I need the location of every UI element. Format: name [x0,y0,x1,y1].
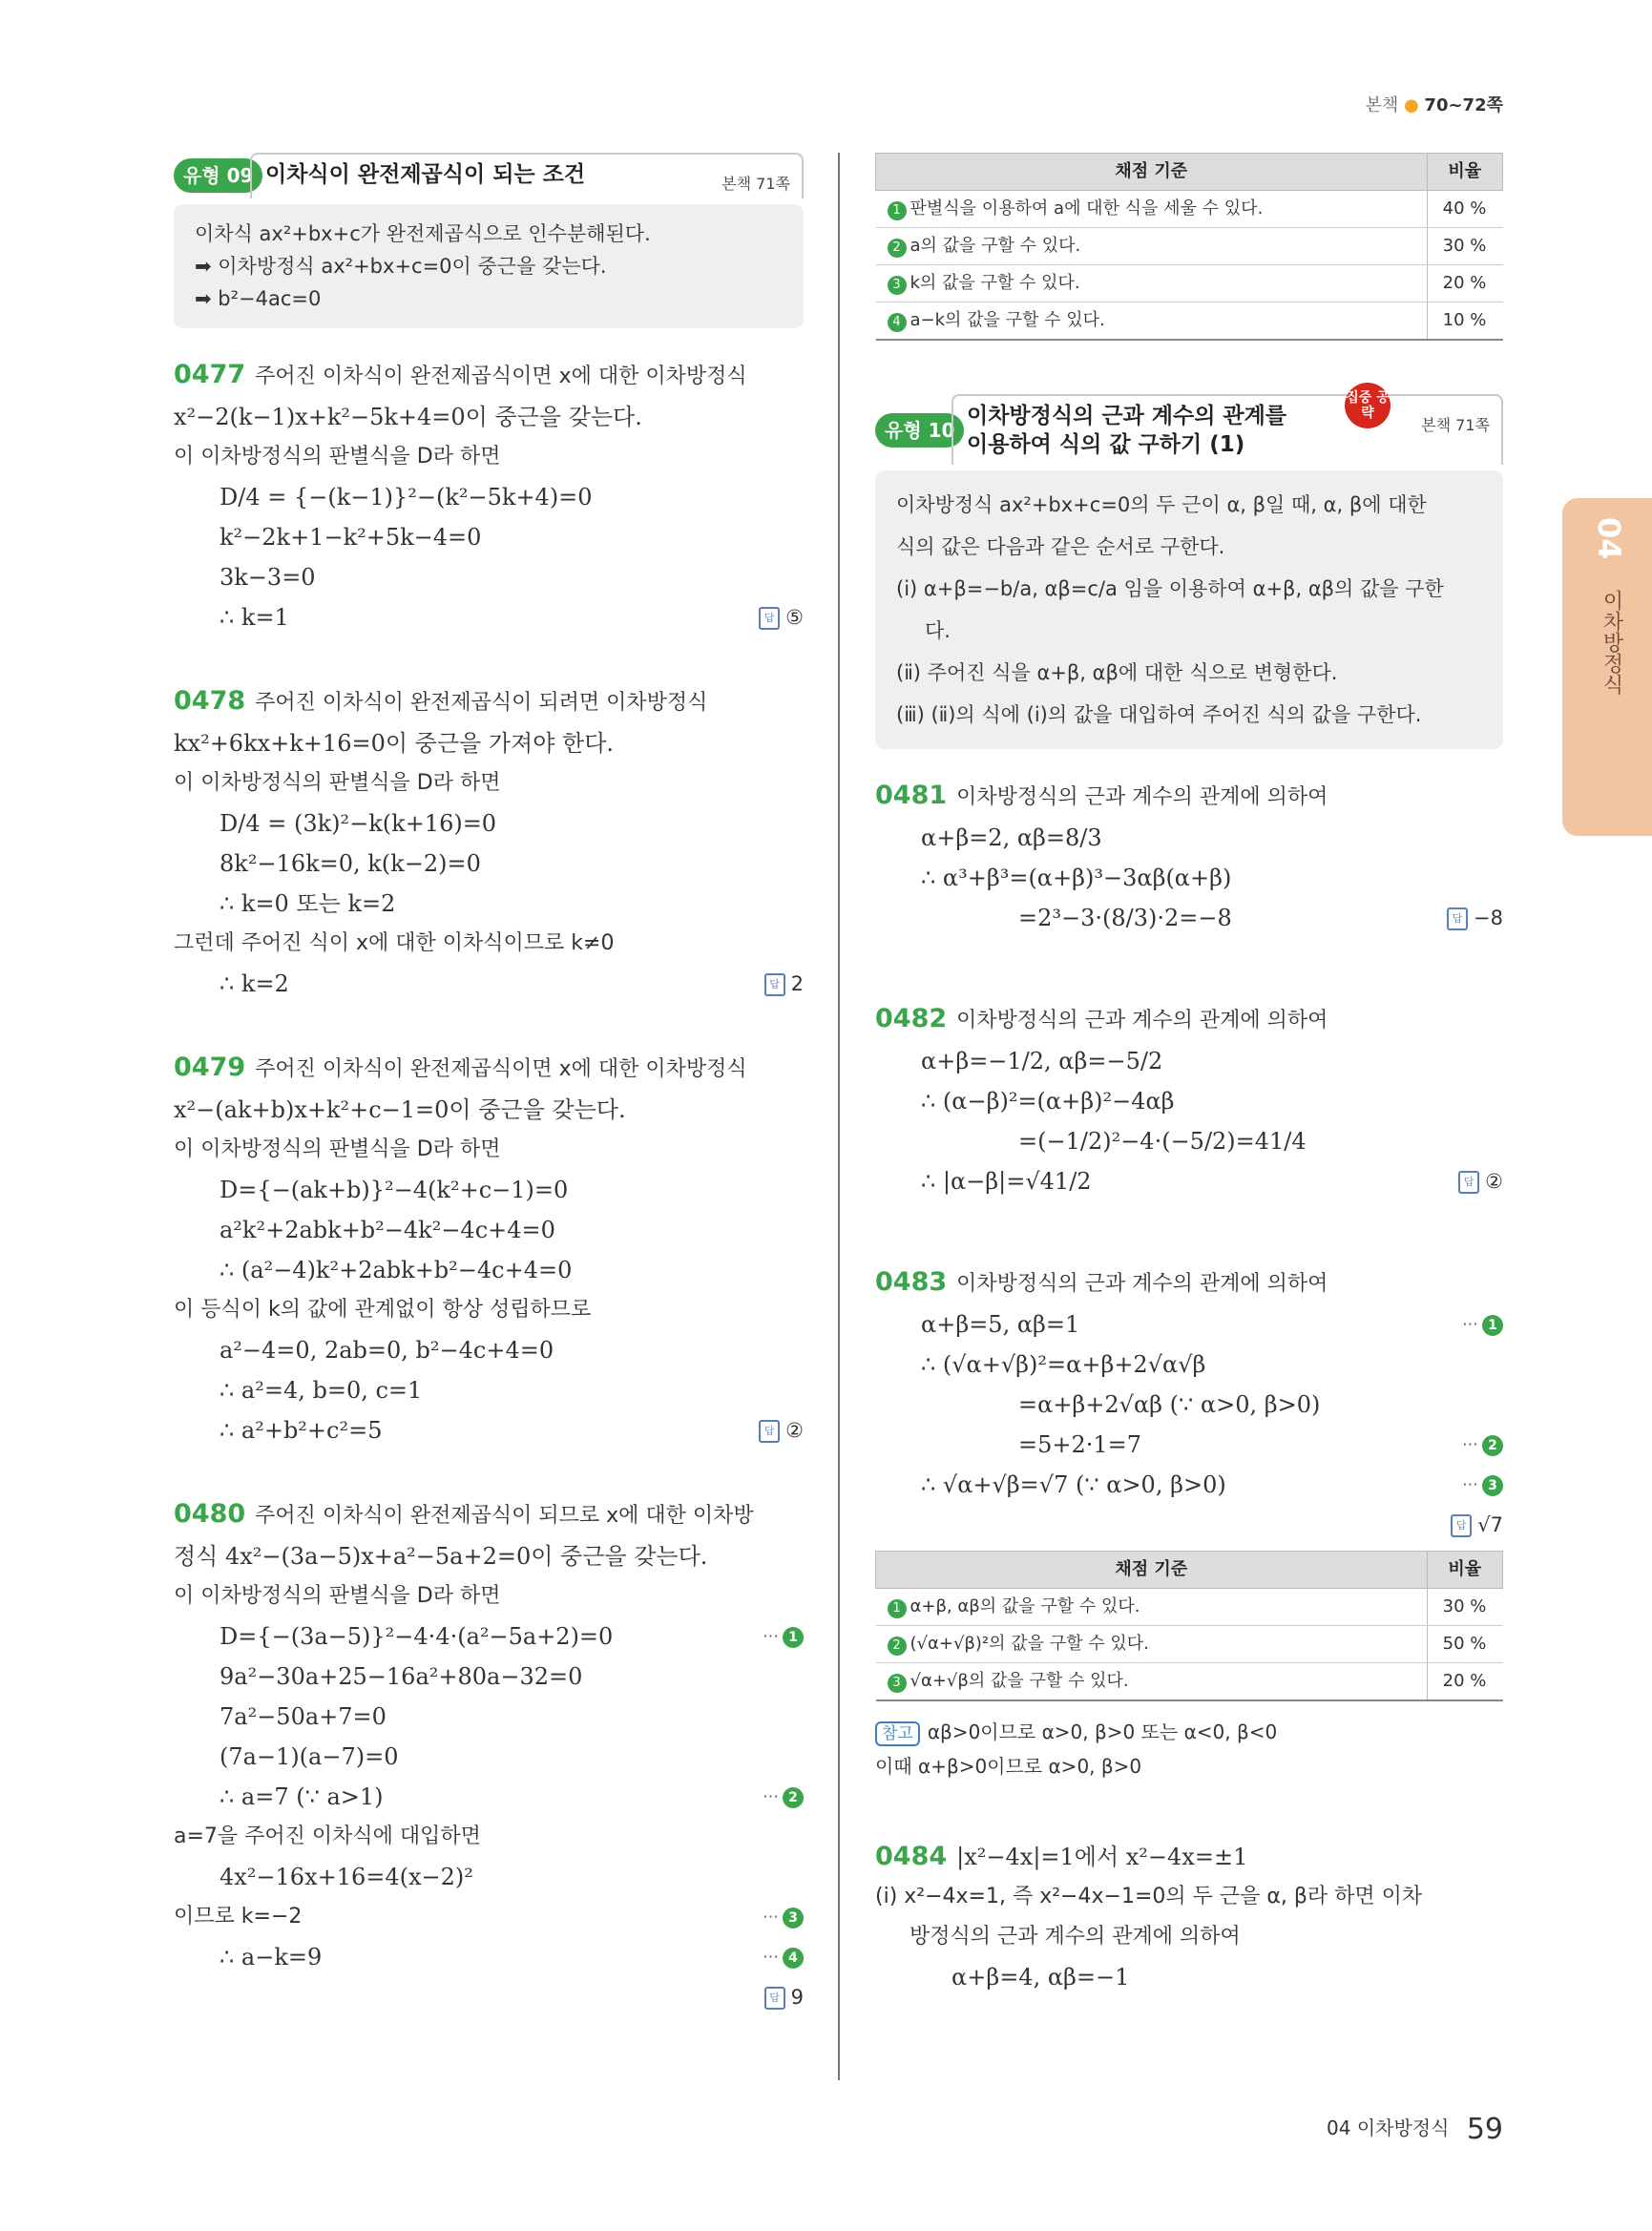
page-number: 59 [1466,2113,1503,2146]
step-number: 3 [783,1908,804,1929]
criterion-ratio: 40 % [1427,191,1503,228]
type09-header [174,153,804,200]
criterion-text: a의 값을 구할 수 있다. [910,236,1081,256]
type10-title-box [951,390,1503,465]
type10-box-line: (ⅰ) α+β=−b/a, αβ=c/a 임을 이용하여 α+β, αβ의 값을 구한 [896,577,1444,600]
solution-line: k²−2k+1−k²+5k−4=0 [220,524,482,551]
solution-line: =2³−3·(8/3)·2=−8 [1018,905,1232,931]
problem-number: 0479 [174,1053,246,1082]
step-number: 2 [783,1787,804,1808]
solution-line: 정식 4x²−(3a−5)x+a²−5a+2=0이 중근을 갖는다. [174,1543,708,1570]
step-marker: ⋯ 3 [763,1897,804,1937]
table-header: 비율 [1427,1552,1503,1589]
table-row [876,228,1503,265]
criterion-number: 4 [888,313,907,332]
step-marker: ⋯ 3 [1462,1465,1503,1505]
problem-number: 0481 [875,781,948,810]
problem-number: 0484 [875,1842,948,1871]
type10-title-line1: 이차방정식의 근과 계수의 관계를 [967,404,1287,428]
criterion-text: k의 값을 구할 수 있다. [910,273,1080,293]
solution-line: ∴ (√α+√β)²=α+β+2√α√β [921,1351,1206,1378]
solution-line: 이 등식이 k의 값에 관계없이 항상 성립하므로 [174,1298,592,1322]
problem-number: 0482 [875,1004,948,1033]
type09-badge: 유형 09 [174,158,262,193]
problem-0483 [875,1262,1503,1545]
step-marker: ⋯ 1 [1462,1304,1503,1345]
solution-line: 이 이차방정식의 판별식을 D라 하면 [174,771,501,795]
solution-line: ∴ a²=4, b=0, c=1 [220,1377,423,1404]
solution-line: 방정식의 근과 계수의 관계에 의하여 [910,1925,1241,1949]
table-header: 비율 [1427,154,1503,191]
answer-icon: 답 [759,1420,780,1443]
table-header: 채점 기준 [876,1552,1428,1589]
solution-line: 주어진 이차식이 완전제곱식이면 x에 대한 이차방정식 [255,1057,747,1081]
solution-line: ∴ a−k=9 [220,1944,323,1970]
step-number: 2 [1482,1435,1503,1456]
table-row [876,1589,1503,1626]
solution-line: 4x²−16x+16=4(x−2)² [220,1864,473,1890]
scoring-table-0480 [875,153,1503,341]
criterion-ratio: 20 % [1427,265,1503,302]
solution-line: D/4 = (3k)²−k(k+16)=0 [220,810,497,837]
solution-line: 9a²−30a+25−16a²+80a−32=0 [220,1663,583,1690]
reference-note [875,1715,1503,1783]
solution-line: 이 이차방정식의 판별식을 D라 하면 [174,445,501,469]
solution-line: a=7을 주어진 이차식에 대입하면 [174,1824,481,1848]
answer-value: ② [1485,1170,1503,1193]
type10-summary-box [875,470,1503,749]
type09-title: 이차식이 완전제곱식이 되는 조건 [265,162,586,187]
solution-line: |x²−4x|=1에서 x²−4x=±1 [956,1844,1248,1870]
type10-box-line: 식의 값은 다음과 같은 순서로 구한다. [896,535,1225,558]
problem-0481 [875,776,1503,938]
table-row [876,265,1503,302]
solution-line: x²−(ak+b)x+k²+c−1=0이 중근을 갖는다. [174,1096,626,1123]
solution-line: 주어진 이차식이 완전제곱식이 되려면 이차방정식 [255,691,708,715]
answer-value: 9 [790,1986,804,2009]
solution-line: x²−2(k−1)x+k²−5k+4=0이 중근을 갖는다. [174,404,642,430]
criterion-text: (√α+√β)²의 값을 구할 수 있다. [910,1634,1149,1654]
table-row [876,1663,1503,1701]
criterion-text: √α+√β의 값을 구할 수 있다. [910,1671,1129,1691]
step-number: 1 [783,1627,804,1648]
answer-icon: 답 [759,607,780,630]
type10-ref: 본책 71쪽 [1421,416,1490,434]
solution-line: 주어진 이차식이 완전제곱식이면 x에 대한 이차방정식 [255,365,747,388]
criterion-ratio: 20 % [1427,1663,1503,1701]
solution-line: α+β=2, αβ=8/3 [921,824,1102,851]
criterion-text: α+β, αβ의 값을 구할 수 있다. [910,1596,1140,1616]
chapter-side-tab[interactable] [1562,498,1652,836]
step-number: 4 [783,1948,804,1969]
type10-box-line: 이차방정식 ax²+bx+c=0의 두 근이 α, β일 때, α, β에 대한 [896,493,1427,516]
criterion-number: 3 [888,1674,907,1693]
solution-line: ∴ k=1 [220,604,289,631]
answer-icon: 답 [1447,907,1468,930]
problem-0479 [174,1048,804,1450]
solution-line: kx²+6kx+k+16=0이 중근을 가져야 한다. [174,730,615,757]
criterion-number: 1 [888,201,907,220]
table-header: 채점 기준 [876,154,1428,191]
criterion-ratio: 30 % [1427,1589,1503,1626]
answer-value: ② [785,1419,804,1442]
problem-number: 0477 [174,360,246,389]
solution-line: 이 이차방정식의 판별식을 D라 하면 [174,1584,501,1608]
answer-value: √7 [1477,1513,1503,1536]
note-line: 이때 α+β>0이므로 α>0, β>0 [875,1755,1142,1778]
type10-header [875,390,1503,467]
criterion-ratio: 50 % [1427,1626,1503,1663]
solution-line: α+β=−1/2, αβ=−5/2 [921,1048,1163,1074]
step-marker: ⋯ 2 [763,1777,804,1817]
type09-title-box [250,153,804,198]
type09-box-line: ➡ b²−4ac=0 [195,287,322,310]
step-number: 3 [1482,1475,1503,1496]
table-row [876,1626,1503,1663]
solution-line: D={−(3a−5)}²−4·4·(a²−5a+2)=0 [220,1623,614,1650]
solution-line: ∴ a²+b²+c²=5 [220,1417,383,1444]
step-marker: ⋯ 2 [1462,1425,1503,1465]
solution-line: a²−4=0, 2ab=0, b²−4c+4=0 [220,1337,554,1364]
answer-mark [764,1977,804,2017]
type09-ref: 본책 71쪽 [721,175,790,193]
solution-line: ∴ α³+β³=(α+β)³−3αβ(α+β) [921,865,1232,891]
header-book: 본책 [1365,95,1399,115]
problem-number: 0478 [174,686,246,716]
problem-0484 [875,1837,1503,1997]
answer-mark [759,597,804,637]
answer-icon: 답 [764,973,785,996]
solution-line: (7a−1)(a−7)=0 [220,1743,399,1770]
page-header [1365,92,1503,116]
problem-0482 [875,999,1503,1201]
solution-line: D={−(ak+b)}²−4(k²+c−1)=0 [220,1177,569,1203]
note-badge: 참고 [875,1721,920,1746]
right-column [875,153,1503,1997]
solution-line: 주어진 이차식이 완전제곱식이 되므로 x에 대한 이차방 [255,1504,754,1528]
header-pages: 70~72쪽 [1424,95,1503,115]
criterion-text: 판별식을 이용하여 a에 대한 식을 세울 수 있다. [910,198,1264,219]
type10-box-line: 다. [925,619,951,642]
criterion-number: 1 [888,1599,907,1618]
answer-mark [1447,898,1503,938]
answer-mark [1458,1161,1503,1201]
type09-box-line: ➡ 이차방정식 ax²+bx+c=0이 중근을 갖는다. [195,255,607,278]
solution-line: 8k²−16k=0, k(k−2)=0 [220,850,481,877]
answer-icon: 답 [764,1987,785,2010]
criterion-text: a−k의 값을 구할 수 있다. [910,310,1105,330]
solution-line: α+β=4, αβ=−1 [951,1964,1130,1991]
problem-0477 [174,355,804,637]
type10-badge: 유형 10 [875,413,964,448]
focus-badge: 집중 공략 [1345,383,1391,428]
type09-box-line: 이차식 ax²+bx+c가 완전제곱식으로 인수분해된다. [195,222,651,245]
solution-line: 3k−3=0 [220,564,316,591]
solution-line: D/4 = {−(k−1)}²−(k²−5k+4)=0 [220,484,593,511]
step-marker: ⋯ 4 [763,1937,804,1977]
answer-mark [764,964,804,1004]
criterion-number: 2 [888,1637,907,1656]
column-divider [838,153,840,2080]
chapter-label: 이차방정식 [1600,590,1623,695]
scoring-table-0483 [875,1551,1503,1701]
step-marker: ⋯ 1 [763,1616,804,1657]
solution-line: ∴ (α−β)²=(α+β)²−4αβ [921,1088,1175,1115]
solution-line: ∴ a=7 (∵ a>1) [220,1783,384,1810]
problem-number: 0483 [875,1267,948,1297]
step-number: 1 [1482,1315,1503,1336]
solution-line: =5+2·1=7 [1018,1431,1142,1458]
answer-value: −8 [1474,907,1503,929]
problem-0480 [174,1494,804,2017]
left-column [174,153,804,2017]
note-line: αβ>0이므로 α>0, β>0 또는 α<0, β<0 [927,1720,1278,1743]
table-row [876,302,1503,341]
criterion-number: 3 [888,276,907,295]
solution-line: =(−1/2)²−4·(−5/2)=41/4 [1018,1128,1307,1155]
answer-icon: 답 [1451,1514,1472,1537]
solution-line: 이므로 k=−2 [174,1905,303,1929]
type10-title-line2: 이용하여 식의 값 구하기 (1) [967,432,1245,457]
header-dot-icon: ● [1403,95,1419,115]
problem-0478 [174,681,804,1004]
solution-line: (ⅰ) x²−4x=1, 즉 x²−4x−1=0의 두 근을 α, β라 하면 이차 [875,1885,1423,1908]
criterion-ratio: 10 % [1427,302,1503,341]
solution-line: 이차방정식의 근과 계수의 관계에 의하여 [956,785,1328,809]
answer-value: ⑤ [785,606,804,629]
footer-chapter: 04 이차방정식 [1327,2116,1450,2139]
type10-box-line: (ⅱ) 주어진 식을 α+β, αβ에 대한 식으로 변형한다. [896,661,1338,684]
solution-line: 그런데 주어진 식이 x에 대한 이차식이므로 k≠0 [174,931,615,955]
solution-line: 이차방정식의 근과 계수의 관계에 의하여 [956,1009,1328,1032]
answer-mark [759,1410,804,1450]
solution-line: ∴ k=2 [220,970,289,997]
problem-number: 0480 [174,1499,246,1529]
type09-summary-box [174,204,804,328]
solution-line: 이 이차방정식의 판별식을 D라 하면 [174,1137,501,1161]
criterion-number: 2 [888,239,907,258]
answer-icon: 답 [1458,1171,1479,1194]
answer-value: 2 [790,972,804,995]
table-row [876,191,1503,228]
solution-line: =α+β+2√αβ (∵ α>0, β>0) [1018,1391,1321,1418]
solution-line: ∴ k=0 또는 k=2 [220,890,396,917]
solution-line: 이차방정식의 근과 계수의 관계에 의하여 [956,1272,1328,1296]
type10-box-line: (ⅲ) (ⅱ)의 식에 (ⅰ)의 값을 대입하여 주어진 식의 값을 구한다. [896,703,1422,726]
solution-line: a²k²+2abk+b²−4k²−4c+4=0 [220,1217,555,1243]
solution-line: α+β=5, αβ=1 [921,1311,1080,1338]
criterion-ratio: 30 % [1427,228,1503,265]
chapter-number: 04 [1591,517,1627,560]
answer-mark [1451,1505,1503,1545]
solution-line: ∴ |α−β|=√41/2 [921,1168,1092,1195]
solution-line: ∴ √α+√β=√7 (∵ α>0, β>0) [921,1471,1226,1498]
solution-line: ∴ (a²−4)k²+2abk+b²−4c+4=0 [220,1257,573,1283]
solution-line: 7a²−50a+7=0 [220,1703,387,1730]
page-footer [1327,2113,1503,2146]
